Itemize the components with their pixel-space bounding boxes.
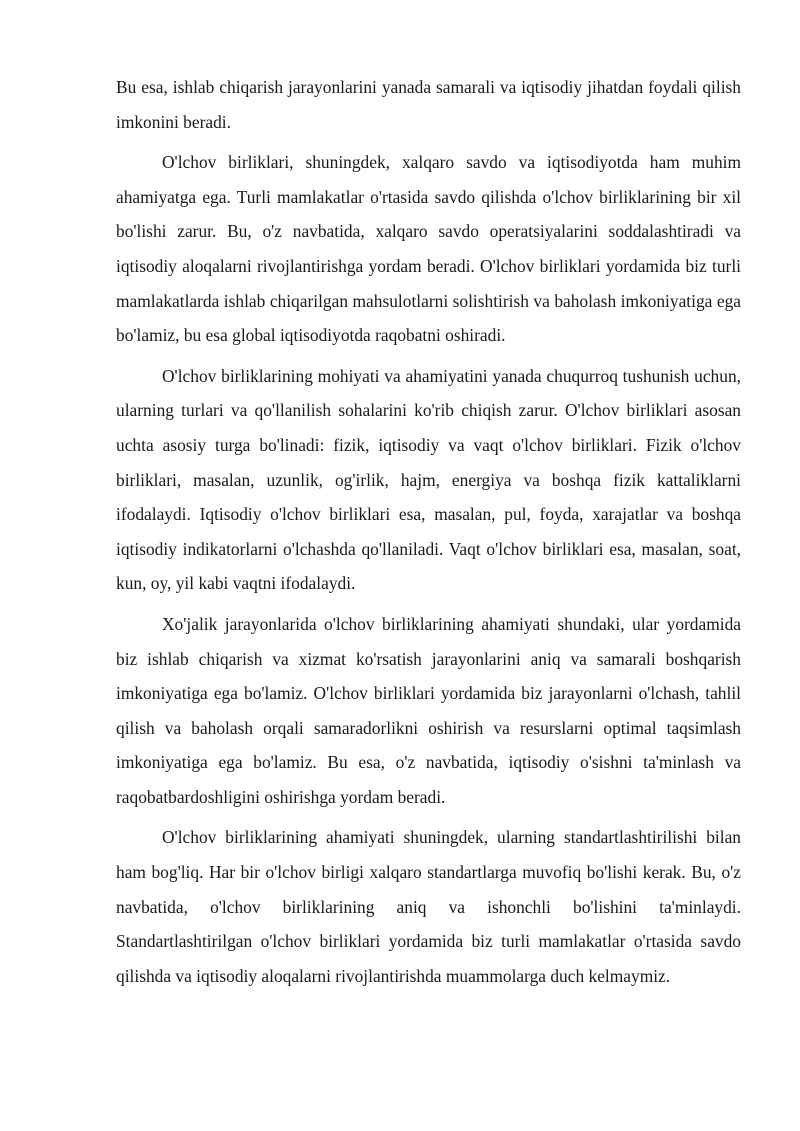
paragraph: O'lchov birliklarining ahamiyati shuningdek, ularning standartlashtirilishi bilan ham bog'liq. Har bir o'lchov birligi xalqaro standartlarga muvofiq bo'lishi kerak. Bu, o'z navbatida, o'lchov birliklarining aniq va ishonchli bo'lishini ta'minlaydi. Standartlashtirilgan o'lchov birliklari yordamida biz turli mamlakatlar o'rtasida savdo qilishda va iqtisodiy aloqalarni rivojlantirishda muammolarga duch kelmaymiz.: [116, 827, 741, 986]
paragraph-continuation: Bu esa, ishlab chiqarish jarayonlarini yanada samarali va iqtisodiy jihatdan foydali qilish imkonini beradi.: [116, 77, 741, 132]
paragraph: Xo'jalik jarayonlarida o'lchov birliklarining ahamiyati shundaki, ular yordamida biz ishlab chiqarish va xizmat ko'rsatish jarayonlarini aniq va samarali boshqarish imkoniyatiga ega bo'lamiz. O'lchov birliklari yordamida biz jarayonlarni o'lchash, tahlil qilish va baholash orqali samaradorlikni oshirish va resurslarni optimal taqsimlash imkoniyatiga ega bo'lamiz. Bu esa, o'z navbatida, iqtisodiy o'sishni ta'minlash va raqobatbardoshligini oshirishga yordam beradi.: [116, 613, 741, 807]
paragraph: O'lchov birliklarining mohiyati va ahamiyatini yanada chuqurroq tushunish uchun, ularning turlari va qo'llanilish sohalarini ko'rib chiqish zarur. O'lchov birliklari asosan uchta asosiy turga bo'linadi: fizik, iqtisodiy va vaqt o'lchov birliklari. Fizik o'lchov birliklari, masalan, uzunlik, og'irlik, hajm, energiya va boshqa fizik kattaliklarni ifodalaydi. Iqtisodiy o'lchov birliklari esa, masalan, pul, foyda, xarajatlar va boshqa iqtisodiy indikatorlarni o'lchashda qo'llaniladi. Vaqt o'lchov birliklari esa, masalan, soat, kun, oy, yil kabi vaqtni ifodalaydi.: [116, 365, 741, 594]
document-body: [116, 70, 741, 999]
paragraph: O'lchov birliklari, shuningdek, xalqaro savdo va iqtisodiyotda ham muhim ahamiyatga ega. Turli mamlakatlar o'rtasida savdo qilishda o'lchov birliklarining bir xil bo'lishi zarur. Bu, o'z navbatida, xalqaro savdo operatsiyalarini soddalashtiradi va iqtisodiy aloqalarni rivojlantirishga yordam beradi. O'lchov birliklari yordamida biz turli mamlakatlarda ishlab chiqarilgan mahsulotlarni solishtirish va baholash imkoniyatiga ega bo'lamiz, bu esa global iqtisodiyotda raqobatni oshiradi.: [116, 152, 741, 346]
